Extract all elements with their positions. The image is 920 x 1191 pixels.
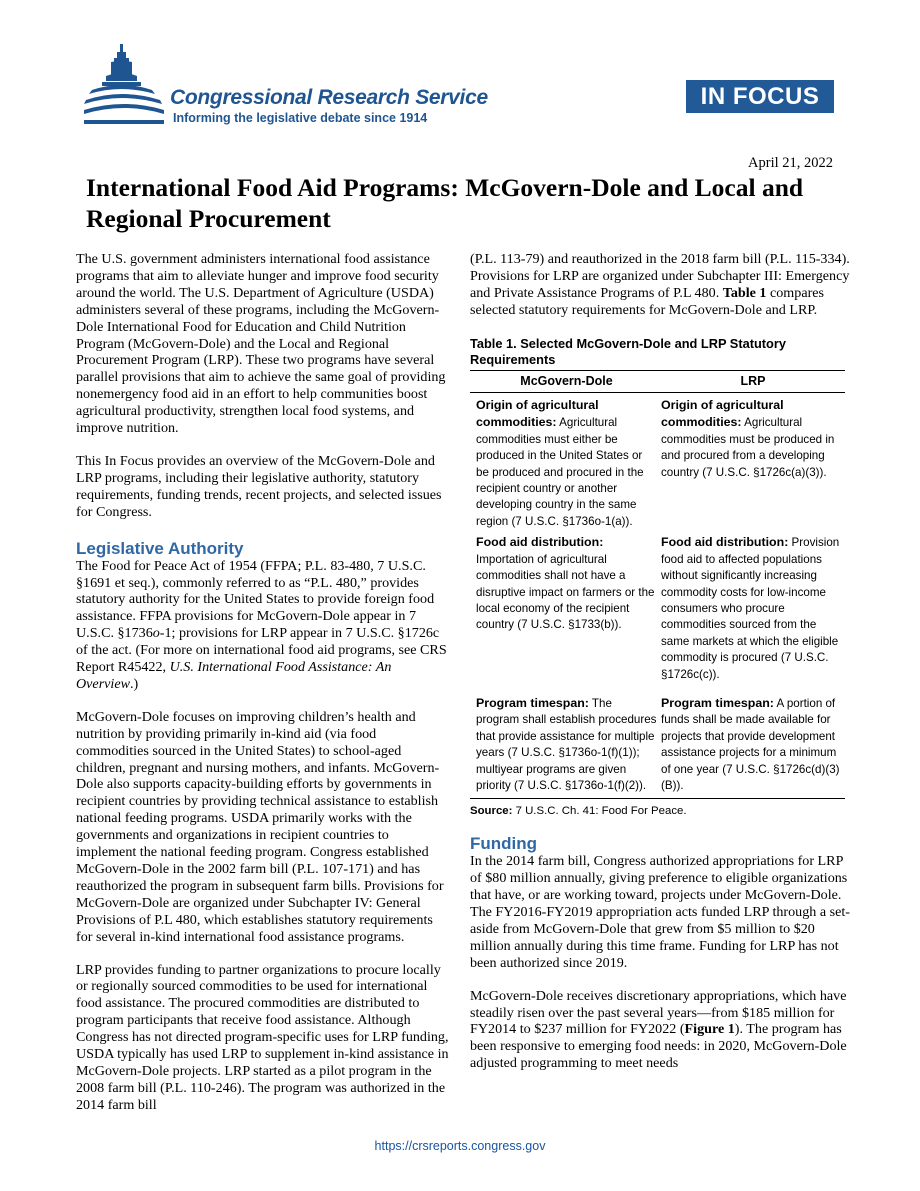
- paragraph: This In Focus provides an overview of the McGovern-Dole and LRP programs, including their legislative authority, statutory requirements, funding trends, recent projects, and selected issues for Congress.: [76, 452, 442, 520]
- table-cell: Origin of agricultural commodities: Agricultural commodities must either be produced in the United States or be produced and procured in the recipient country or another developing country in the same region (7 U.S.C. §1736o-1(a)).: [476, 398, 644, 528]
- table-row: [470, 530, 845, 683]
- report-date: April 21, 2022: [748, 155, 833, 171]
- column-header: LRP: [740, 373, 766, 388]
- section-heading: Funding: [470, 834, 538, 854]
- org-tagline: Informing the legislative debate since 1914: [173, 111, 428, 125]
- paragraph: LRP provides funding to partner organizations to procure locally or regionally sourced commodities to be used for international food assistance. The procured commodities are distributed to program participants that receive food assistance. Although Congress has not directed program-specific uses for LRP funding, USDA typically has used LRP to supplement in-kind assistance in McGovern-Dole projects. LRP started as a pilot program in the 2008 farm bill (P.L. 110-246). The program was authorized in the 2014 farm bill: [76, 961, 449, 1113]
- paragraph: In the 2014 farm bill, Congress authorized appropriations for LRP of $80 million annually, giving preference to eligible organizations that have, or are working toward, projects under McGovern-Dole. The FY2016-FY2019 appropriation acts funded LRP through a set-aside from McGovern-Dole that grew from $5 million to $20 million annually during this time frame. Funding for LRP has not been authorized since 2019.: [470, 853, 850, 971]
- left-column: [76, 251, 452, 1114]
- in-focus-badge: IN FOCUS: [686, 80, 834, 113]
- table-cell: Food aid distribution: Importation of agricultural commodities shall not have a disruptive impact on farmers or the local economy of the recipient country (7 U.S.C. §1733(b)).: [476, 535, 655, 632]
- paragraph: The Food for Peace Act of 1954 (FFPA; P.L. 83-480, 7 U.S.C. §1691 et seq.), commonly referred to as “P.L. 480,” provides statutory authority for the United States to provide foreign food assistance. FFPA provisions for McGovern-Dole appear in 7 U.S.C. §1736o-1; provisions for LRP appear in 7 U.S.C. §1726c of the act. (For more on international food aid programs, see CRS Report R45422, U.S. International Food Assistance: An Overview.): [76, 557, 447, 692]
- paragraph: McGovern-Dole receives discretionary appropriations, which have steadily risen over the past several years—from $185 million for FY2014 to $237 million for FY2022 (Figure 1). The program has been responsive to emerging food needs: in 2020, McGovern-Dole adjusted programming to meet needs: [470, 987, 847, 1072]
- right-column: [470, 251, 850, 1072]
- table-caption: Table 1. Selected McGovern-Dole and LRP Statutory Requirements: [470, 335, 786, 367]
- table-source: Source: 7 U.S.C. Ch. 41: Food For Peace.: [470, 805, 687, 818]
- paragraph: McGovern-Dole focuses on improving children’s health and nutrition by providing primarily in-kind aid (via food commodities sourced in the United States) to school-aged children, pregnant and nursing mothers, and infants. McGovern-Dole also supports capacity-building efforts by governments in recipient countries by providing technical assistance to establish national feeding programs. USDA primarily works with the governments and organizations in recipient countries to implement the national feeding program. Congress established McGovern-Dole in the 2002 farm bill (P.L. 107-171) and has reauthorized the program in subsequent farm bills. Provisions for McGovern-Dole are organized under Subchapter IV: General Provisions of P.L 480, which establishes statutory requirements for several in-kind international food assistance programs.: [76, 708, 444, 945]
- table-header: [470, 371, 845, 393]
- page-title: International Food Aid Programs: McGovern-Dole and Local and Regional Procurement: [86, 173, 804, 233]
- table-cell: Food aid distribution: Provision food aid to affected populations without significantly increasing commodity costs for low-income consumers who procure commodities sourced from the same markets at which the eligible commodity is procured (7 U.S.C. §1726c(c)).: [661, 535, 840, 681]
- capitol-dome-logo: [84, 44, 164, 128]
- org-name: Congressional Research Service: [170, 86, 488, 109]
- paragraph: (P.L. 113-79) and reauthorized in the 2018 farm bill (P.L. 115-334). Provisions for LRP are organized under Subchapter III: Emergency and Private Assistance Programs of P.L 480. Table 1 compares selected statutory requirements for McGovern-Dole and LRP.: [470, 251, 850, 318]
- table-row: [470, 683, 845, 798]
- table-cell: Program timespan: A portion of funds shall be made available for projects that provide development assistance projects for a minimum of one year (7 U.S.C. §1726c(d)(3)(B)).: [661, 695, 840, 792]
- footer-link[interactable]: https://crsreports.congress.gov: [374, 1139, 546, 1153]
- section-heading: Legislative Authority: [76, 538, 244, 558]
- table-cell: Program timespan: The program shall establish procedures that provide assistance for multiple years (7 U.S.C. §1736o-1(f)(1)); multiyear programs are given priority (7 U.S.C. §1736o-1(f)(2)).: [476, 695, 657, 792]
- table-cell: Origin of agricultural commodities: Agricultural commodities must be produced in and procured from a developing country (7 U.S.C. §1726c(a)(3)).: [661, 398, 835, 479]
- requirements-table: [470, 370, 845, 800]
- table-row: [470, 393, 845, 530]
- column-header: McGovern-Dole: [520, 373, 613, 388]
- paragraph: The U.S. government administers international food assistance programs that aim to alleviate hunger and improve food security around the world. The U.S. Department of Agriculture (USDA) administers several of these programs, including the McGovern-Dole International Food for Education and Child Nutrition Program (McGovern-Dole) and the Local and Regional Procurement Program (LRP). These two programs have several parallel provisions that aim to achieve the same goal of providing nonemergency food aid in an effort to help communities boost agricultural productivity, strengthen local food systems, and improve nutrition.: [76, 251, 446, 437]
